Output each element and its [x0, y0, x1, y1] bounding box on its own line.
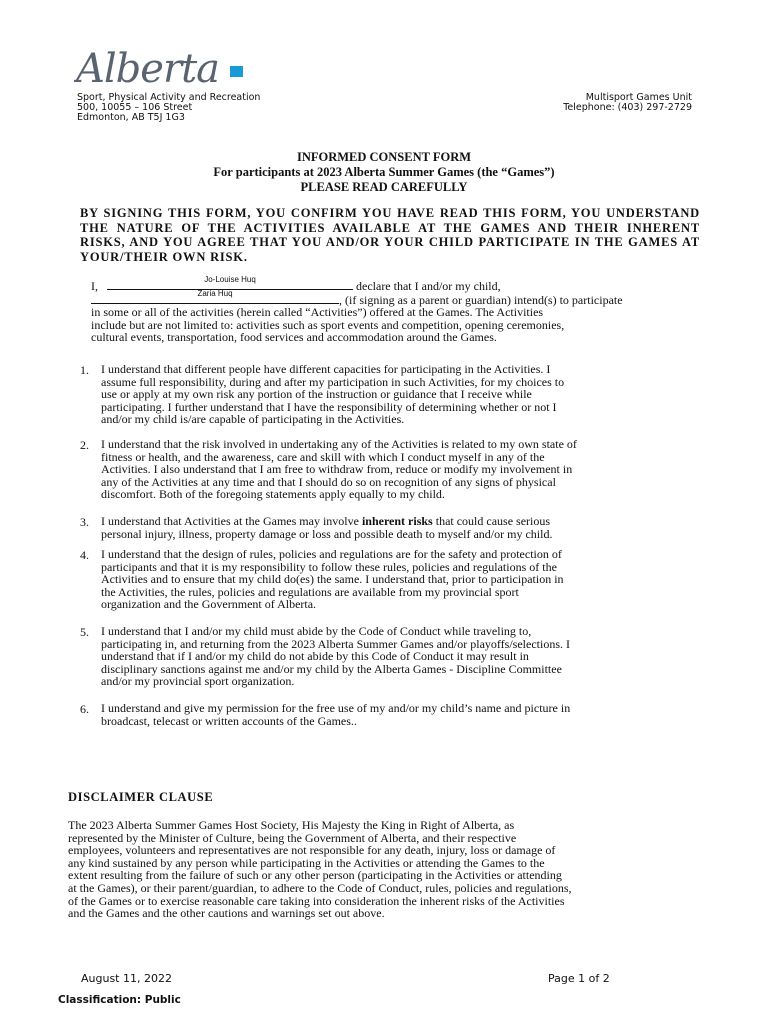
item-line: I understand that the risk involved in undertaking any of the Activities is related to my own state of — [101, 437, 577, 451]
item-line: participating in, and returning from the 2023 Alberta Summer Games and/or playoffs/selections. I — [101, 636, 570, 651]
item-line: I understand that I and/or my child must abide by the Code of Conduct while traveling to, — [101, 624, 532, 638]
disclaimer-line: extent resulting from the failure of such or any other person (participating in the Activities or attending — [68, 868, 562, 883]
warning-banner: BY SIGNING THIS FORM, YOU CONFIRM YOU HAVE READ THIS FORM, YOU UNDERSTAND THE NATURE OF THE ACTIVITIES AVAILABLE AT THE GAMES AND THEIR INHERENT RISKS, AND YOU AGREE THAT YOU AND/OR YOUR CHILD PARTICIPATE IN THE GAMES AT YOUR/THEIR OWN RISK. — [80, 206, 700, 264]
disclaimer-line: any kind sustained by any person while participating in the Activities or attending the Games to the — [68, 855, 545, 870]
item-line: organization and the Government of Alberta. — [101, 597, 317, 612]
disclaimer-line: and the Games and the other cautions and warnings set out above. — [68, 906, 385, 921]
item-line: use or apply at my own risk any portion of the instruction or guidance that I receive while — [101, 387, 532, 402]
disclaimer-line: at the Games), or their parent/guardian, to adhere to the Code of Conduct, rules, policies and regulations, — [68, 880, 572, 895]
item-line: disciplinary sanctions against me and/or my child by the Alberta Games - Discipline Committee — [101, 661, 562, 676]
item-line: broadcast, telecast or written accounts of the Games.. — [101, 713, 357, 728]
disclaimer-line: employees, volunteers and representatives are not responsible for any death, injury, loss or damage of — [68, 843, 556, 858]
item-text: that could cause serious — [432, 514, 551, 528]
item-line: fitness or health, and the awareness, care and skill with which I conduct myself in any of the — [101, 449, 545, 464]
unit-contact — [563, 93, 692, 113]
item-line: and/or my child is/are capable of participating in the Activities. — [101, 412, 405, 427]
disclaimer-line: of the Games or to exercise reasonable care taking into consideration the inherent risks of the Activities — [68, 893, 565, 908]
item-line: I understand and give my permission for the free use of my and/or my child’s name and picture in — [101, 701, 571, 715]
declaration-prefix: I, — [91, 279, 98, 293]
child-name: Zaria Huq — [197, 289, 233, 299]
disclaimer-line: represented by the Minister of Culture, being the Government of Alberta, and their respective — [68, 830, 517, 845]
item-line: understand that if I and/or my child do not abide by this Code of Conduct it may result in — [101, 649, 529, 664]
svg-text:Alberta: Alberta — [76, 46, 219, 90]
item-line: personal injury, illness, property damage or loss and possible death to myself and/or my child. — [101, 526, 553, 541]
title-line: For participants at 2023 Alberta Summer Games (the “Games”) — [213, 165, 555, 179]
declaration-line: in some or all of the activities (herein called “Activities”) offered at the Games. The Activities — [91, 305, 544, 319]
footer-date: August 11, 2022 — [81, 972, 172, 985]
classification-label: Classification: Public — [58, 994, 181, 1006]
address-line: Sport, Physical Activity and Recreation — [77, 92, 261, 103]
title-line: INFORMED CONSENT FORM — [296, 150, 472, 164]
item-line: I understand that different people have different capacities for participating in the Activities. I — [101, 362, 551, 376]
participant-name: Jo-Louise Huq — [204, 275, 256, 285]
sender-address — [77, 93, 260, 123]
item-line: any of the Activities at any time and that I should do so on recognition of any signs of physical — [101, 474, 556, 489]
declaration-text: , (if signing as a parent or guardian) intend(s) to participate — [339, 293, 623, 307]
item-line: participating. I further understand that I have the responsibility of determining whether or not I — [101, 399, 557, 414]
unit-name: Multisport Games Unit — [585, 92, 692, 103]
title-line: PLEASE READ CAREFULLY — [300, 180, 468, 194]
declaration-text: declare that I and/or my child, — [356, 279, 501, 293]
item-line: Activities. I also understand that I am free to withdraw from, reduce or modify my involvement in — [101, 462, 573, 477]
disclaimer-text — [68, 819, 708, 920]
item-text: I understand that Activities at the Games may involve — [101, 514, 362, 528]
address-line: 500, 10055 – 106 Street — [77, 102, 193, 113]
item-line: assume full responsibility, during and after my participation in such Activities, for my choices to — [101, 374, 565, 389]
item-line: and/or my provincial sport organization. — [101, 674, 295, 689]
item-number: 2. — [80, 438, 89, 452]
item-emphasis: inherent risks — [361, 514, 433, 528]
alberta-logo — [74, 44, 264, 90]
unit-phone: Telephone: (403) 297-2729 — [563, 102, 692, 113]
item-line: Activities and to ensure that my child do(es) the same. I understand that, prior to participation in — [101, 572, 564, 587]
item-number: 3. — [80, 515, 89, 529]
disclaimer-line: The 2023 Alberta Summer Games Host Society, His Majesty the King in Right of Alberta, as — [68, 818, 515, 832]
form-title — [0, 150, 768, 195]
item-line: the Activities, the rules, policies and regulations are available from my provincial sport — [101, 584, 519, 599]
declaration — [91, 275, 711, 345]
child-name-field[interactable] — [91, 289, 339, 304]
item-line: I understand that the design of rules, policies and regulations are for the safety and protection of — [101, 547, 562, 561]
item-number: 6. — [80, 702, 89, 716]
item-line: discomfort. Both of the foregoing statements apply equally to my child. — [101, 487, 445, 502]
declaration-line: cultural events, transportation, food services and accommodation around the Games. — [91, 330, 497, 345]
disclaimer-heading: DISCLAIMER CLAUSE — [68, 790, 214, 804]
address-line: Edmonton, AB T5J 1G3 — [77, 112, 185, 123]
item-number: 4. — [80, 548, 89, 562]
page-number: Page 1 of 2 — [548, 972, 610, 985]
item-number: 5. — [80, 625, 89, 639]
item-line: participants and that it is my responsibility to follow these rules, policies and regulations of the — [101, 559, 557, 574]
declaration-line: include but are not limited to: activities such as sport events and competition, opening ceremonies, — [91, 317, 565, 332]
item-number: 1. — [80, 363, 89, 377]
